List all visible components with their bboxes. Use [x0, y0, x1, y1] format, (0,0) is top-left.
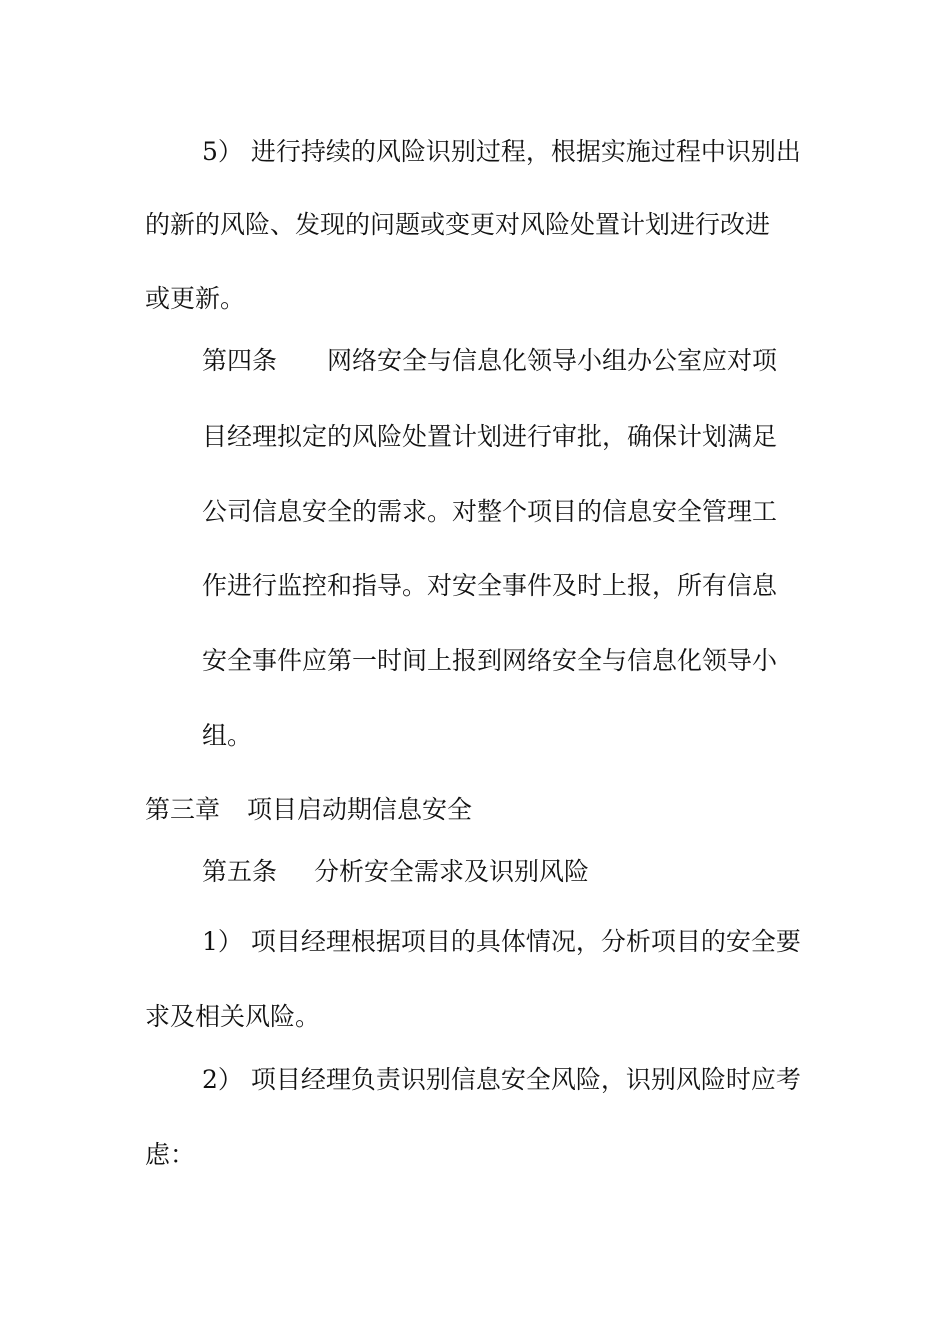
text-line: 目经理拟定的风险处置计划进行审批，确保计划满足	[202, 422, 778, 451]
text-line: 虑：	[145, 1140, 196, 1169]
text-line: 求及相关风险。	[145, 1002, 321, 1031]
chapter-title: 项目启动期信息安全	[247, 795, 473, 824]
text-line: 安全事件应第一时间上报到网络安全与信息化领导小	[202, 646, 778, 675]
chapter-label: 第三章	[145, 795, 221, 824]
text-line: 2） 项目经理负责识别信息安全风险，识别风险时应考	[202, 1065, 801, 1094]
text-line: 组。	[202, 721, 253, 750]
text-line: 公司信息安全的需求。对整个项目的信息安全管理工	[202, 497, 778, 526]
article-label: 第五条	[202, 857, 278, 886]
text-line: 网络安全与信息化领导小组办公室应对项	[327, 346, 778, 375]
text-line: 的新的风险、发现的问题或变更对风险处置计划进行改进	[145, 210, 771, 239]
chapter-heading	[145, 795, 472, 825]
text-line: 作进行监控和指导。对安全事件及时上报，所有信息	[202, 571, 778, 600]
article-title: 分析安全需求及识别风险	[314, 857, 590, 886]
text-line: 1） 项目经理根据项目的具体情况，分析项目的安全要	[202, 927, 801, 956]
article-label: 第四条	[202, 346, 278, 375]
article-4-first-line	[202, 346, 777, 376]
article-5-heading	[202, 857, 589, 887]
text-line: 或更新。	[145, 284, 246, 313]
text-line: 5） 进行持续的风险识别过程，根据实施过程中识别出	[202, 137, 801, 166]
